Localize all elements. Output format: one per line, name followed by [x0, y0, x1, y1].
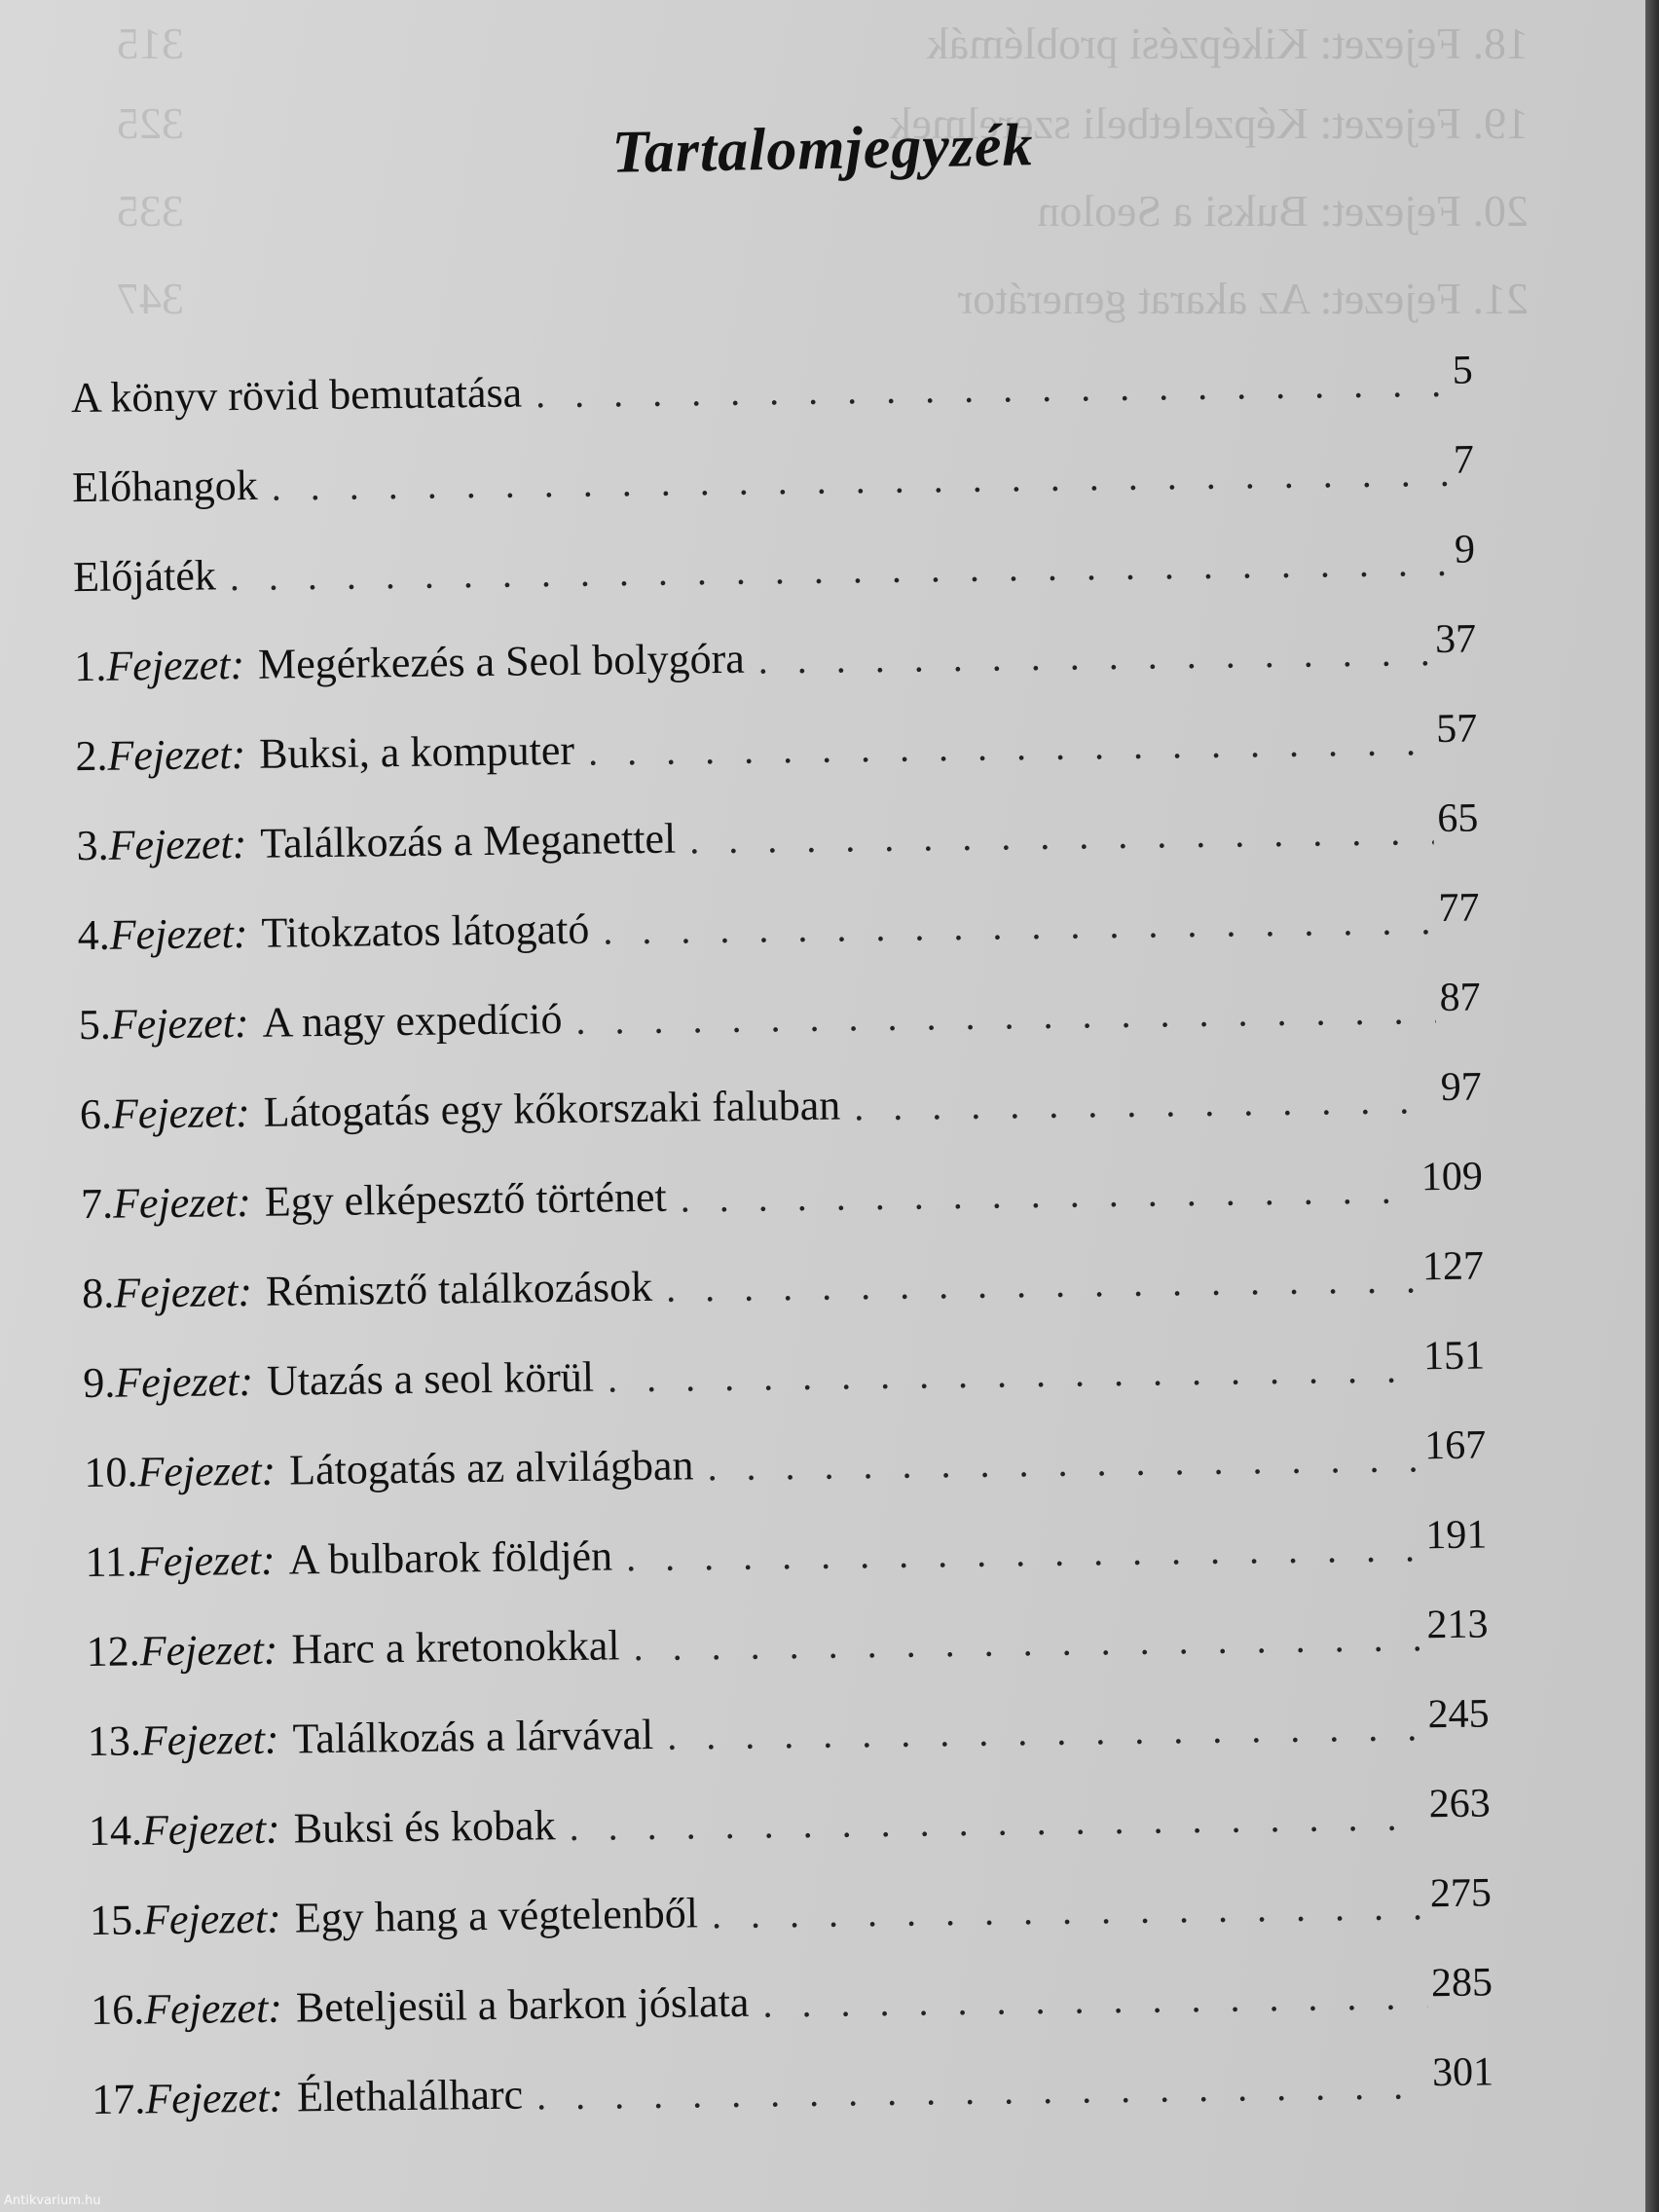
chapter-number: 7.: [80, 1179, 114, 1229]
toc-entry-chapter: [74, 616, 1477, 692]
chapter-number: 4.: [77, 910, 111, 960]
chapter-label: Fejezet:: [110, 998, 249, 1049]
bleed-line: 21. Fejezet: Az akarat generátor: [957, 274, 1529, 323]
watermark: Antikvarium.hu: [4, 2194, 101, 2208]
chapter-label: Fejezet:: [111, 1088, 250, 1138]
chapter-title: Találkozás a lárvával: [292, 1710, 654, 1763]
chapter-page-number: 213: [1426, 1602, 1489, 1648]
page-title: Tartalomjegyzék: [610, 112, 1035, 186]
entry-title: Előhangok: [71, 461, 259, 512]
dot-leader: [535, 360, 1449, 417]
toc-entry-chapter: [89, 1780, 1492, 1856]
dot-leader: [854, 1077, 1437, 1129]
chapter-label: Fejezet:: [109, 908, 248, 959]
dot-leader: [271, 450, 1450, 510]
dot-leader: [666, 1256, 1419, 1310]
entry-page-number: 9: [1454, 527, 1476, 572]
chapter-page-number: 285: [1430, 1960, 1493, 2007]
toc-entry-chapter: [80, 1063, 1483, 1139]
chapter-number: 6.: [79, 1089, 113, 1139]
chapter-page-number: 77: [1438, 885, 1480, 932]
toc-entry-chapter: [84, 1421, 1487, 1497]
toc-entry-chapter: [91, 1959, 1493, 2035]
page-edge-shadow: [1645, 0, 1659, 2212]
chapter-title: Találkozás a Meganettel: [260, 814, 677, 867]
toc-entry-chapter: [87, 1690, 1490, 1766]
chapter-page-number: 97: [1440, 1064, 1483, 1111]
chapter-title: A nagy expedíció: [262, 995, 563, 1047]
entry-title: Előjáték: [72, 551, 217, 602]
toc-entry-chapter: [82, 1242, 1485, 1318]
entry-page-number: 7: [1453, 437, 1475, 483]
chapter-label: Fejezet:: [136, 1535, 276, 1586]
dot-leader: [757, 629, 1431, 682]
dot-leader: [667, 1704, 1424, 1758]
dot-leader: [536, 2062, 1429, 2119]
chapter-page-number: 263: [1428, 1781, 1492, 1827]
dot-leader: [575, 987, 1436, 1044]
chapter-label: Fejezet:: [145, 2073, 284, 2123]
dot-leader: [603, 898, 1435, 953]
chapter-page-number: 151: [1422, 1333, 1486, 1380]
chapter-title: Megérkezés a Seol bolygóra: [257, 634, 746, 688]
toc-entry-chapter: [75, 706, 1478, 782]
chapter-label: Fejezet:: [143, 1983, 283, 2034]
chapter-title: A bulbarok földjén: [288, 1531, 613, 1584]
chapter-number: 2.: [75, 731, 108, 781]
dot-leader: [680, 1166, 1418, 1221]
toc-entry-chapter: [76, 795, 1479, 871]
chapter-title: Utazás a seol körül: [266, 1352, 595, 1405]
chapter-page-number: 127: [1421, 1243, 1485, 1290]
chapter-number: 13.: [87, 1716, 142, 1766]
chapter-page-number: 275: [1429, 1870, 1493, 1917]
chapter-label: Fejezet:: [137, 1446, 276, 1496]
chapter-number: 16.: [90, 1985, 145, 2035]
dot-leader: [633, 1614, 1423, 1670]
chapter-title: Buksi, a komputer: [258, 725, 575, 778]
chapter-page-number: 37: [1434, 616, 1477, 663]
chapter-label: Fejezet:: [139, 1625, 278, 1676]
chapter-label: Fejezet:: [140, 1714, 279, 1765]
toc-entry-front-matter: [73, 527, 1476, 603]
toc-entry-chapter: [85, 1511, 1488, 1587]
entry-page-number: 5: [1452, 348, 1474, 393]
chapter-title: Beteljesül a barkon jóslata: [295, 1977, 750, 2032]
chapter-label: Fejezet:: [107, 729, 246, 780]
chapter-label: Fejezet:: [115, 1356, 254, 1407]
dot-leader: [762, 1972, 1427, 2026]
bleed-page: 335: [117, 186, 184, 236]
toc-entry-chapter: [81, 1153, 1484, 1229]
chapter-number: 9.: [83, 1358, 116, 1408]
chapter-title: Buksi és kobak: [293, 1801, 556, 1853]
chapter-number: 3.: [76, 821, 109, 870]
chapter-number: 5.: [78, 1000, 112, 1050]
chapter-title: Egy hang a végtelenből: [294, 1889, 699, 1942]
chapter-number: 11.: [85, 1537, 138, 1587]
chapter-page-number: 301: [1431, 2049, 1494, 2096]
chapter-title: Látogatás egy kőkorszaki faluban: [263, 1081, 841, 1136]
chapter-title: Rémisztő találkozások: [265, 1262, 653, 1315]
chapter-number: 8.: [81, 1269, 115, 1318]
chapter-number: 12.: [86, 1627, 141, 1677]
chapter-page-number: 57: [1435, 706, 1478, 753]
chapter-number: 1.: [74, 642, 107, 691]
toc-entry-front-matter: [71, 348, 1474, 424]
dot-leader: [608, 1346, 1420, 1401]
bleed-page: 315: [117, 18, 184, 68]
chapter-page-number: 109: [1420, 1154, 1484, 1200]
dot-leader: [712, 1883, 1427, 1937]
chapter-title: Titokzatos látogató: [261, 904, 590, 957]
chapter-label: Fejezet:: [108, 819, 247, 869]
toc-entry-chapter: [83, 1332, 1486, 1408]
chapter-title: Élethalálharc: [296, 2070, 524, 2121]
chapter-label: Fejezet:: [141, 1804, 280, 1855]
dot-leader: [230, 539, 1452, 600]
chapter-number: 15.: [89, 1896, 144, 1945]
dot-leader: [588, 719, 1433, 775]
chapter-page-number: 167: [1423, 1422, 1487, 1469]
chapter-page-number: 87: [1439, 975, 1481, 1021]
dot-leader: [707, 1435, 1420, 1490]
chapter-title: Látogatás az alvilágban: [288, 1441, 694, 1494]
toc-entry-chapter: [86, 1601, 1489, 1677]
chapter-label: Fejezet:: [113, 1267, 253, 1317]
toc-entry-chapter: [77, 885, 1480, 961]
chapter-number: 17.: [92, 2075, 146, 2124]
bleed-line: 20. Fejezet: Buksi a Seolon: [1037, 186, 1529, 236]
chapter-page-number: 65: [1437, 795, 1479, 842]
dot-leader: [569, 1793, 1425, 1850]
chapter-page-number: 191: [1425, 1512, 1488, 1559]
bleed-line: 18. Fejezet: Kiképzési problémák: [926, 18, 1529, 68]
chapter-title: Harc a kretonokkal: [291, 1621, 620, 1674]
chapter-label: Fejezet:: [142, 1894, 282, 1944]
chapter-label: Fejezet:: [106, 640, 245, 690]
bleed-line: 19. Fejezet: Képzeletbeli szerelmek: [889, 98, 1529, 148]
entry-title: A könyv rövid bemutatása: [70, 368, 523, 423]
dot-leader: [689, 808, 1434, 863]
chapter-number: 10.: [84, 1448, 138, 1497]
chapter-title: Egy elképesztő történet: [264, 1172, 668, 1226]
dot-leader: [626, 1525, 1422, 1580]
toc-entry-front-matter: [72, 437, 1475, 513]
bleed-page: 347: [117, 274, 184, 323]
bleed-page: 325: [117, 98, 184, 148]
toc-entry-chapter: [92, 2048, 1494, 2124]
chapter-number: 14.: [88, 1806, 143, 1856]
toc-entry-chapter: [78, 975, 1481, 1051]
chapter-page-number: 245: [1427, 1691, 1490, 1738]
chapter-label: Fejezet:: [112, 1177, 252, 1228]
toc-entry-chapter: [90, 1869, 1493, 1945]
